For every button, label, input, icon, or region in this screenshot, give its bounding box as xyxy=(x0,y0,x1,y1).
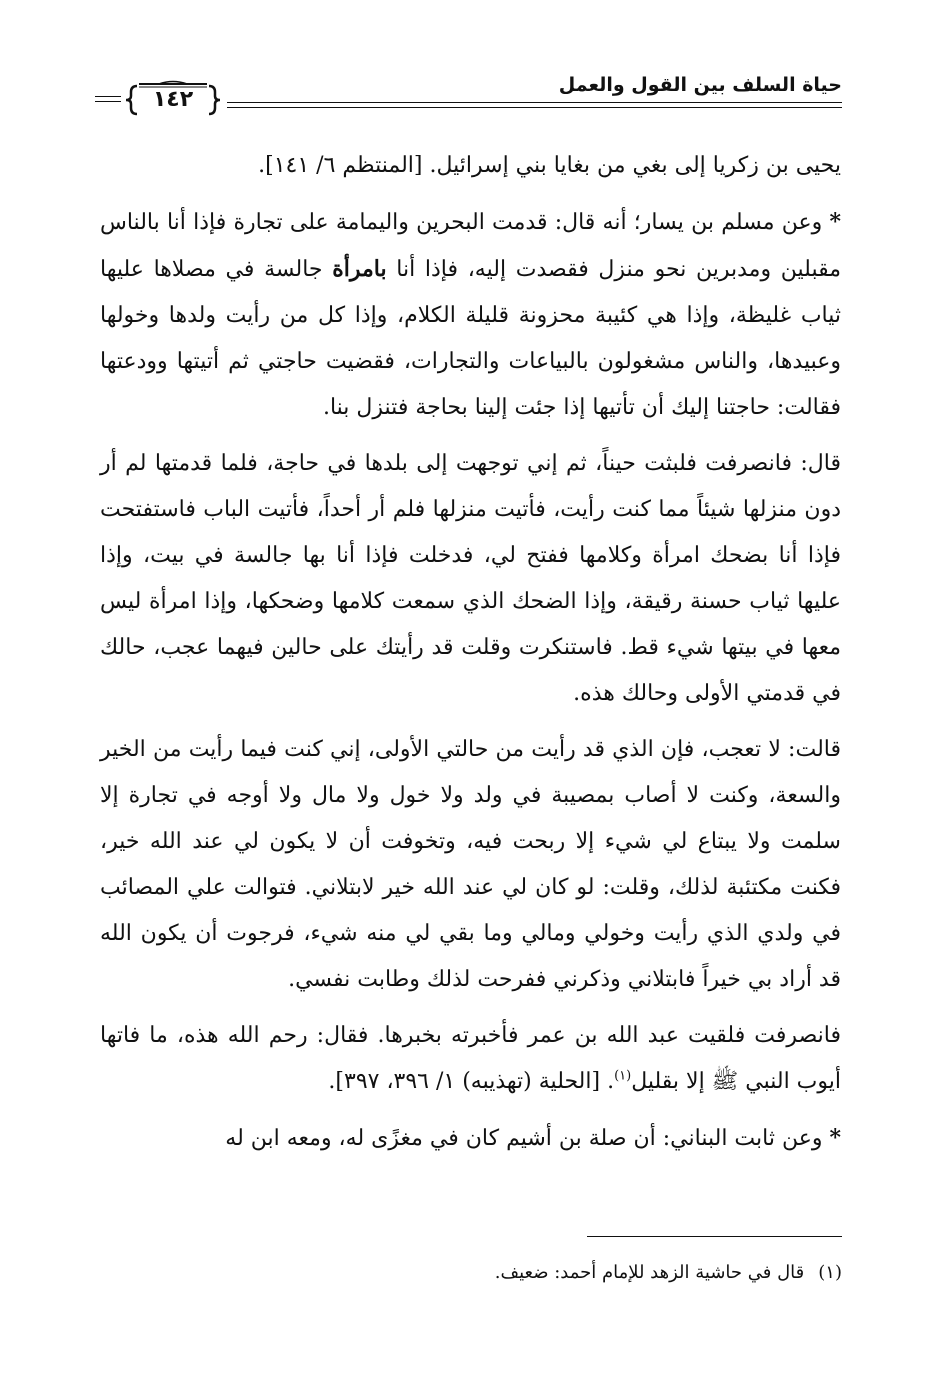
paragraph-text: جالسة في مصلاها عليها ثياب غليظة، وإذا هي كئيبة محزونة قليلة الكلام، وإذا كل من رأيت ولدها وخولها وعبيدها، والناس مشغولون بالبياعات والتجارات، فقضيت حاجتي ثم أتيتها وودعتها فقالت: حاجتنا إليك أن تأتيها إذا جئت إلينا بحاجة فتنزل بنا. xyxy=(100,257,841,420)
page-number-badge xyxy=(123,80,223,120)
star-marker: * xyxy=(829,1125,841,1151)
footnote-separator xyxy=(587,1236,842,1237)
paragraph-text: وعن ثابت البناني: أن صلة بن أشيم كان في مغزًى له، ومعه ابن له xyxy=(225,1126,823,1151)
paragraph xyxy=(100,1115,841,1162)
header-rule-left xyxy=(95,96,121,106)
footnote-reference: (١) xyxy=(614,1068,632,1084)
main-text xyxy=(100,143,841,1172)
bold-word: بامرأة xyxy=(332,256,387,282)
paragraph-text: قال: فانصرفت فلبثت حيناً، ثم إني توجهت إلى بلدها في حاجة، فلما قدمتها لم أر دون منزلها شيئاً مما كنت رأيت، فأتيت منزلها فلم أر أحداً، فأتيت الباب فاستفتحت فإذا أنا بضحك امرأة وكلامها ففتح لي، فدخلت فإذا أنا بها جالسة في بيت، وإذا عليها ثياب حسنة رقيقة، وإذا الضحك الذي سمعت كلامها وضحكها، وإذا امرأة ليس معها في بيتها شيء قط. فاستنكرت وقلت قد رأيتك على حالين فيهما عجب، حالك في قدمتي الأولى وحالك هذه. xyxy=(100,451,841,706)
running-title: حياة السلف بين القول والعمل xyxy=(558,74,842,96)
paragraph-text: قالت: لا تعجب، فإن الذي قد رأيت من حالتي الأولى، إني كنت فيما رأيت من الخير والسعة، وكنت لا أصاب بمصيبة في ولد ولا خول ولا مال ولا أوجه في تجارة إلا سلمت ولا يبتاع لي شيء إلا ربحت فيه، وتخوفت أن لا يكون لي عند الله خير، فكنت مكتئبة لذلك، وقلت: لو كان لي عند الله خير لابتلاني. فتوالت علي المصائب في ولدي الذي رأيت وخولي ومالي وما بقي لي منه شيء، فرجوت أن يكون الله قد أراد بي خيراً فابتلاني وذكرني ففرحت لذلك وطابت نفسي. xyxy=(100,737,841,992)
paragraph-text: . [الحلية (تهذيبه) ١/ ٣٩٦، ٣٩٧]. xyxy=(328,1069,615,1094)
footnote xyxy=(101,1262,842,1283)
header-rule xyxy=(227,102,842,103)
footnote-mark: (١) xyxy=(818,1262,842,1283)
paragraph xyxy=(100,1013,841,1105)
paragraph xyxy=(100,199,841,431)
page-number: ١٤٢ xyxy=(152,87,194,112)
footnote-text: قال في حاشية الزهد للإمام أحمد: ضعيف. xyxy=(494,1262,805,1283)
paragraph xyxy=(100,727,841,1003)
header-rule xyxy=(227,107,842,108)
paragraph-text: فانصرفت فلقيت عبد الله بن عمر فأخبرته بخبرها. فقال: رحم الله هذه، ما فاتها أيوب النبي ﷺ إلا بقليل xyxy=(100,1023,841,1094)
page-header xyxy=(95,66,842,126)
paragraph xyxy=(100,441,841,717)
paragraph-text: وعن مسلم بن يسار؛ أنه قال: قدمت البحرين واليمامة على تجارة فإذا أنا بالناس مقبلين ومدبرين نحو منزل فقصدت إليه، فإذا أنا xyxy=(100,210,841,282)
paragraph-text: يحيى بن زكريا إلى بغي من بغايا بني إسرائيل. [المنتظم ٦/ ١٤١]. xyxy=(258,153,841,178)
paragraph xyxy=(100,143,841,189)
star-marker: * xyxy=(829,209,841,235)
